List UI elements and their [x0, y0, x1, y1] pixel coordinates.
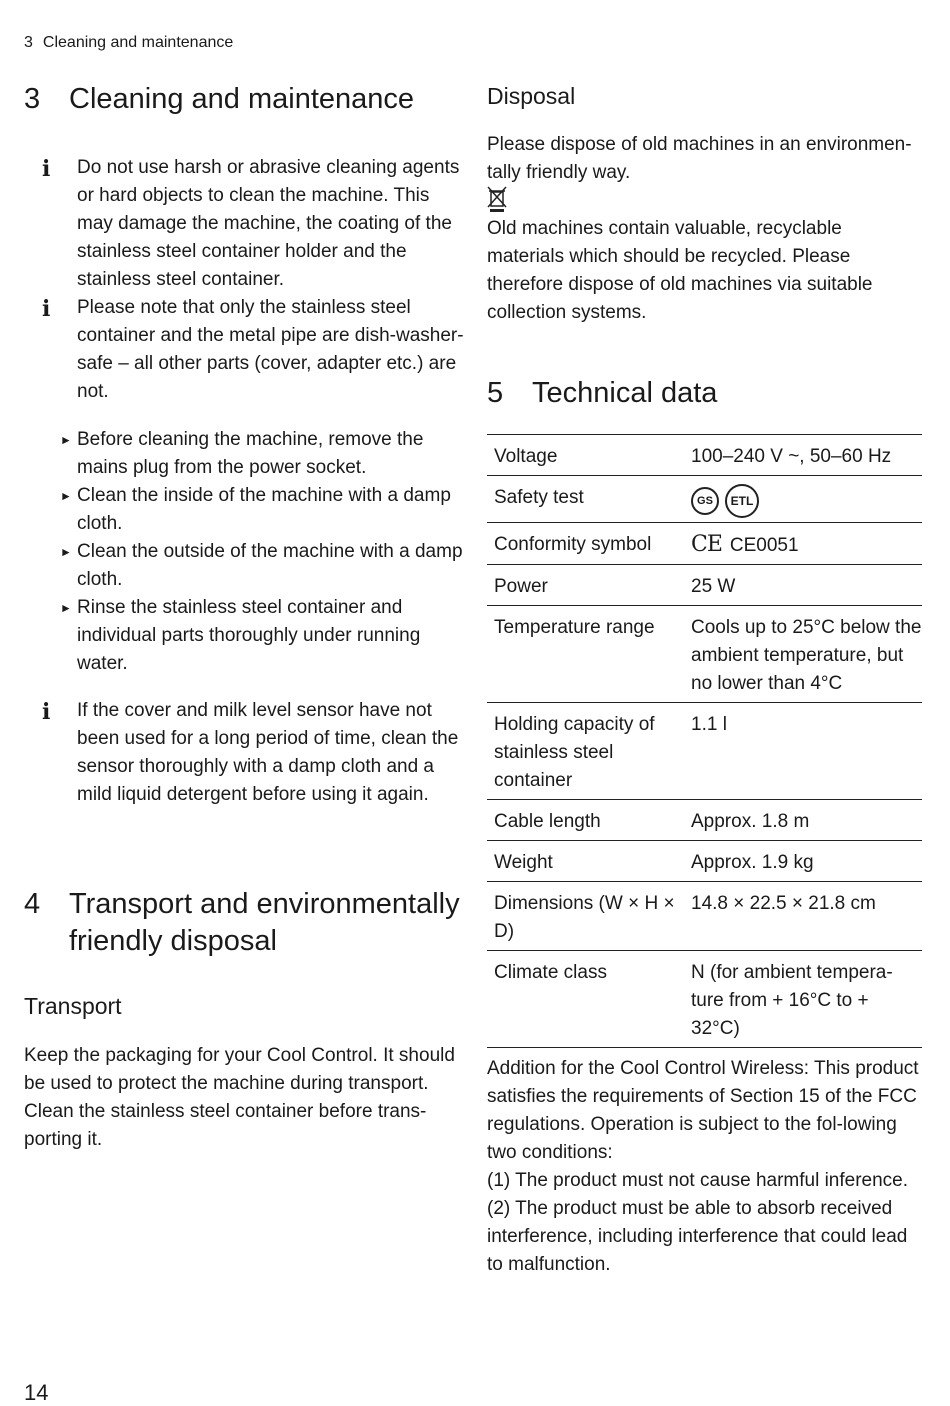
table-cell-label: Conformity symbol [494, 534, 652, 555]
table-cell-value: CE CE0051 [691, 532, 799, 557]
table-cell-label: Temperature range [494, 617, 655, 638]
table-row [487, 951, 922, 1048]
section-5-title: Technical data [532, 377, 718, 409]
header-section-number: 3 [24, 34, 33, 51]
fcc-condition-2: (2) The product must be able to absorb received interference, including interference that could lead to malfunction. [487, 1198, 908, 1275]
table-cell-value: Cools up to 25°C below the ambient temperature, but no lower than 4°C [691, 617, 922, 694]
table-cell-value: 25 W [691, 576, 736, 597]
table-row [487, 476, 922, 523]
info-icon: i [42, 699, 51, 725]
table-row [487, 606, 922, 703]
fcc-text-block [487, 1055, 922, 1279]
table-cell-value [684, 476, 922, 523]
disposal-heading: Disposal [487, 83, 576, 109]
table-row [487, 882, 922, 951]
table-cell-value: 100–240 V ~, 50–60 Hz [691, 446, 892, 467]
table-cell-value: Approx. 1.9 kg [691, 852, 814, 873]
fcc-intro: Addition for the Cool Control Wireless: This product satisfies the requirements of Section 15 of the FCC regulations. Operation is subject to the fol-lowing two conditions: [487, 1058, 919, 1163]
table-row [487, 565, 922, 606]
table-cell-label: Climate class [494, 962, 607, 983]
table-cell-label: Voltage [494, 446, 558, 467]
section-4-title-line2: friendly disposal [69, 925, 277, 957]
transport-text: Keep the packaging for your Cool Control. It should be used to protect the machine during transport. Clean the stainless steel container before trans-porting it. [24, 1045, 455, 1150]
list-item: ► Before cleaning the machine, remove the mains plug from the power socket. [24, 426, 464, 482]
cleaning-steps-list [24, 426, 464, 678]
arrow-icon: ► [60, 489, 72, 503]
header-section-title: Cleaning and maintenance [42, 34, 234, 51]
transport-heading: Transport [24, 993, 122, 1019]
section-3-title: Cleaning and maintenance [69, 83, 415, 115]
table-cell-label: Cable length [494, 811, 601, 832]
gs-mark-icon: GS [691, 487, 719, 515]
etl-mark-icon: ETL [725, 484, 759, 518]
info-note-2 [24, 294, 464, 406]
table-row [487, 800, 922, 841]
table-cell-value: Approx. 1.8 m [691, 811, 810, 832]
table-cell-label: Power [494, 576, 548, 597]
table-row [487, 435, 922, 476]
arrow-icon: ► [60, 433, 72, 447]
list-item: ► Clean the inside of the machine with a damp cloth. [24, 482, 464, 538]
running-header [24, 34, 233, 52]
table-cell-label: Holding capacity of stainless steel container [494, 714, 655, 791]
info-icon: i [42, 156, 51, 182]
table-cell-value: 14.8 × 22.5 × 21.8 cm [691, 893, 876, 914]
list-item: ► Rinse the stainless steel container and individual parts thoroughly under running water. [24, 594, 464, 678]
arrow-icon: ► [60, 545, 72, 559]
section-4-number: 4 [24, 888, 41, 920]
table-cell-label: Safety test [494, 487, 584, 508]
section-4-title-line1: Transport and environmentally [69, 888, 460, 920]
arrow-icon: ► [60, 601, 72, 615]
info-icon: i [42, 296, 51, 322]
disposal-text-1: Please dispose of old machines in an environmen-tally friendly way. [487, 134, 912, 183]
section-5-number: 5 [487, 377, 504, 409]
table-cell-label: Dimensions (W × H × D) [494, 893, 675, 942]
technical-data-table [487, 434, 922, 1048]
crossed-bin-icon [487, 186, 507, 212]
ce-mark-icon: CE [691, 532, 722, 557]
table-row [487, 523, 922, 565]
table-cell-value: 1.1 l [691, 714, 727, 735]
info-note-3 [24, 697, 464, 809]
list-item: ► Clean the outside of the machine with a damp cloth. [24, 538, 464, 594]
info-note-1 [24, 154, 464, 294]
info-note-1-text: Do not use harsh or abrasive cleaning agents or hard objects to clean the machine. This may damage the machine, the coating of the stainless steel container holder and the stainless steel container. [77, 157, 460, 290]
table-cell-value: N (for ambient tempera-ture from + 16°C to + 32°C) [691, 962, 893, 1039]
fcc-condition-1: (1) The product must not cause harmful inference. [487, 1170, 909, 1191]
page-number: 14 [24, 1380, 49, 1405]
section-3-number: 3 [24, 83, 41, 115]
table-row [487, 841, 922, 882]
info-note-3-text: If the cover and milk level sensor have not been used for a long period of time, clean the sensor thoroughly with a damp cloth and a mild liquid detergent before using it again. [77, 700, 459, 805]
info-note-2-text: Please note that only the stainless steel container and the metal pipe are dish-washer-safe – all other parts (cover, adapter etc.) are not. [77, 297, 464, 402]
table-cell-label: Weight [494, 852, 553, 873]
table-row [487, 703, 922, 800]
disposal-text-2: Old machines contain valuable, recyclable materials which should be recycled. Please therefore dispose of old machines via suitable collection systems. [487, 218, 873, 323]
